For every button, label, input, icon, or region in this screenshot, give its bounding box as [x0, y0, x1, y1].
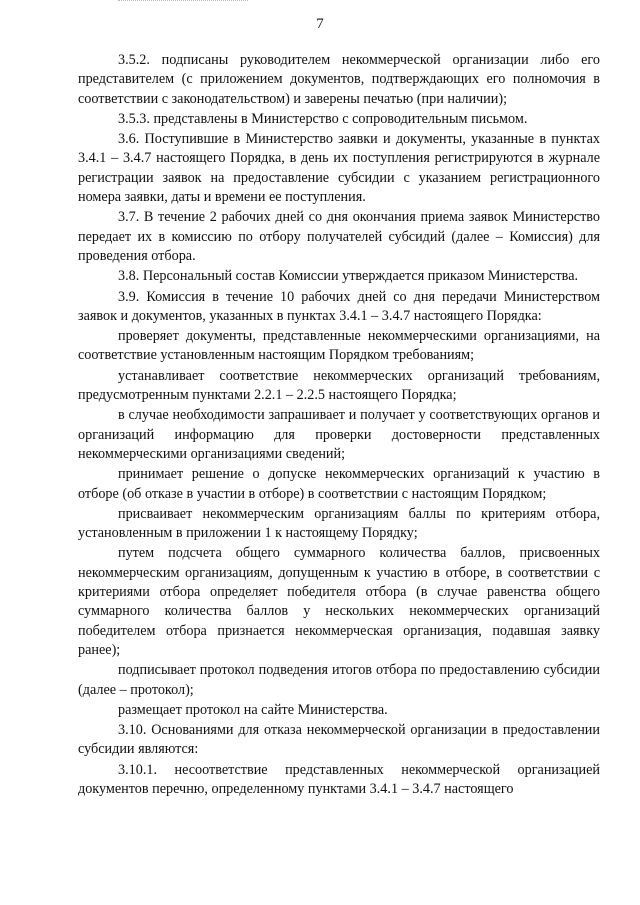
- paragraph-3-10-1: 3.10.1. несоответствие представленных некоммерческой организацией документов перечню, определенному пунктами 3.4.1 – 3.4.7 настоящего: [78, 761, 600, 797]
- page-number: 7: [316, 16, 324, 32]
- paragraph-3-10: 3.10. Основаниями для отказа некоммерческой организации в предоставлении субсидии являются:: [78, 722, 600, 758]
- paragraph-3-9-item-admission-decision: принимает решение о допуске некоммерческих организаций к участию в отборе (об отказе в участии в отборе) в соответствии с настоящим Порядком;: [78, 466, 600, 502]
- paragraph-3-5-3: 3.5.3. представлены в Министерство с сопроводительным письмом.: [118, 110, 528, 127]
- paragraph-3-9-item-publish-protocol: размещает протокол на сайте Министерства.: [118, 701, 388, 718]
- paragraph-3-5-2: 3.5.2. подписаны руководителем некоммерческой организации либо его представителем (с приложением документов, подтверждающих его полномочия в соответствии с законодательством) и заверены печатью (при наличии);: [78, 52, 600, 107]
- paragraph-3-9-item-assign-points: присваивает некоммерческим организациям баллы по критериям отбора, установленным в приложении 1 к настоящему Порядку;: [78, 505, 600, 542]
- scan-edge-marks: [118, 0, 248, 3]
- paragraph-3-9-item-determine-winner: путем подсчета общего суммарного количества баллов, присвоенных некоммерческим организациям, допущенным к участию в отборе, в соответствии с критериями отбора определяет победителя отбора (в случае равенства общего суммарного количества баллов у нескольких некоммерческих организаций победителем отбора признается некоммерческая организация, подавшая заявку ранее);: [78, 545, 600, 658]
- paragraph-3-7: 3.7. В течение 2 рабочих дней со дня окончания приема заявок Министерство передает их в комиссию по отбору получателей субсидий (далее – Комиссия) для проведения отбора.: [78, 209, 600, 264]
- paragraph-3-8: 3.8. Персональный состав Комиссии утверждается приказом Министерства.: [118, 268, 579, 285]
- paragraph-3-9-item-request-info: в случае необходимости запрашивает и получает у соответствующих органов и организаций информацию для проверки достоверности представленных некоммерческими организациями сведений;: [78, 407, 600, 462]
- document-body: [78, 51, 600, 800]
- paragraph-3-9-item-check-documents: проверяет документы, представленные некоммерческими организациями, на соответствие установленным настоящим Порядком требованиям;: [78, 328, 600, 364]
- paragraph-3-9-item-check-compliance: устанавливает соответствие некоммерческих организаций требованиям, предусмотренным пунктами 2.2.1 – 2.2.5 настоящего Порядка;: [78, 367, 600, 404]
- paragraph-3-6: 3.6. Поступившие в Министерство заявки и документы, указанные в пунктах 3.4.1 – 3.4.7 настоящего Порядка, в день их поступления регистрируются в журнале регистрации заявок на предоставление субсидии с указанием регистрационного номера заявки, даты и времени ее поступления.: [78, 131, 600, 206]
- paragraph-3-9: 3.9. Комиссия в течение 10 рабочих дней со дня передачи Министерством заявок и документов, указанных в пунктах 3.4.1 – 3.4.7 настоящего Порядка:: [78, 288, 600, 324]
- paragraph-3-9-item-sign-protocol: подписывает протокол подведения итогов отбора по предоставлению субсидии (далее – протокол);: [78, 662, 600, 698]
